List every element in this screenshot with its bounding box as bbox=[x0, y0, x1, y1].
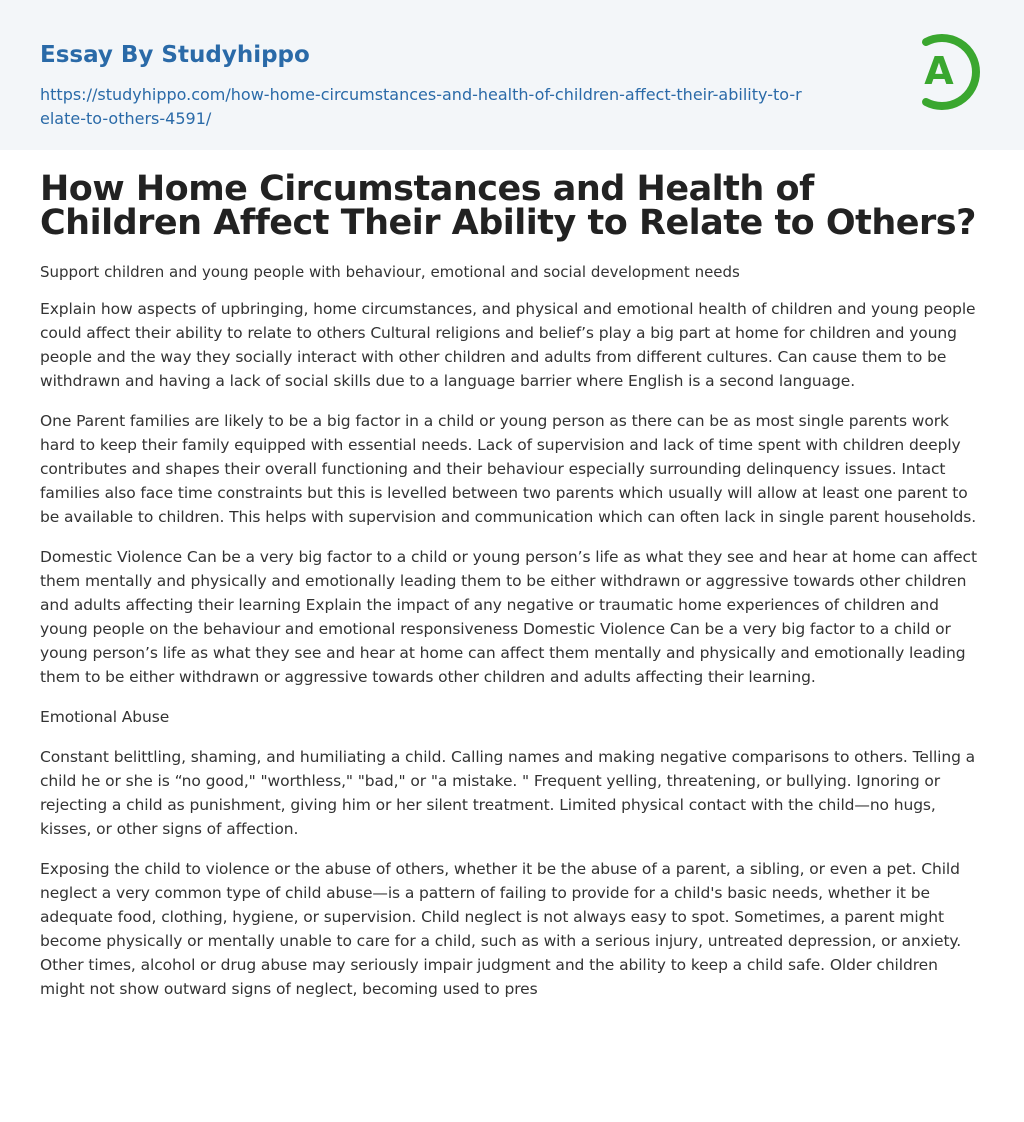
logo-letter: A bbox=[924, 49, 954, 93]
site-header bbox=[0, 0, 1024, 150]
section-heading: Emotional Abuse bbox=[40, 708, 170, 726]
site-brand[interactable]: Essay By Studyhippo bbox=[40, 42, 310, 68]
paragraph: Exposing the child to violence or the abuse of others, whether it be the abuse of a parent, a sibling, or even a pet. Child neglect a very common type of child abuse—is a pattern of failing to provide for a child's basic needs, whether it be adequate food, clothing, hygiene, or supervision. Child neglect is not always easy to spot. Sometimes, a parent might become physically or mentally unable to care for a child, such as with a serious injury, untreated depression, or anxiety. Other times, alcohol or drug abuse may seriously impair judgment and the ability to keep a child safe. Older children might not show outward signs of neglect, becoming used to pres bbox=[40, 860, 962, 998]
paragraph: Constant belittling, shaming, and humiliating a child. Calling names and making negative comparisons to others. Telling a child he or she is “no good," "worthless," "bad," or "a mistake. " Frequent yelling, threatening, or bullying. Ignoring or rejecting a child as punishment, giving him or her silent treatment. Limited physical contact with the child—no hugs, kisses, or other signs of affection. bbox=[40, 748, 976, 838]
source-url-link[interactable]: https://studyhippo.com/how-home-circumstances-and-health-of-children-affect-their-ability-to-relate-to-others-4591/ bbox=[40, 85, 802, 128]
paragraph: One Parent families are likely to be a big factor in a child or young person as there can be as most single parents work hard to keep their family equipped with essential needs. Lack of supervision and lack of time spent with children deeply contributes and shapes their overall functioning and their behaviour especially surrounding delinquency issues. Intact families also face time constraints but this is levelled between two parents which usually will allow at least one parent to be available to children. This helps with supervision and communication which can often lack in single parent households. bbox=[40, 412, 977, 526]
paragraph: Domestic Violence Can be a very big factor to a child or young person’s life as what they see and hear at home can affect them mentally and physically and emotionally leading them to be either withdrawn or aggressive towards other children and adults affecting their learning Explain the impact of any negative or traumatic home experiences of children and young people on the behaviour and emotional responsiveness Domestic Violence Can be a very big factor to a child or young person’s life as what they see and hear at home can affect them mentally and physically and emotionally leading them to be either withdrawn or aggressive towards other children and adults affecting their learning. bbox=[40, 548, 977, 686]
paragraph: Explain how aspects of upbringing, home circumstances, and physical and emotional health of children and young people could affect their ability to relate to others Cultural religions and belief’s play a big part at home for children and young people and the way they socially interact with other children and adults from different cultures. Can cause them to be withdrawn and having a lack of social skills due to a language barrier where English is a second language. bbox=[40, 300, 976, 390]
article-body bbox=[0, 150, 1024, 1001]
studyhippo-logo-icon[interactable] bbox=[912, 30, 984, 114]
article-subtitle: Support children and young people with behaviour, emotional and social development needs bbox=[40, 263, 740, 281]
page-title: How Home Circumstances and Health of Children Affect Their Ability to Relate to Others? bbox=[40, 169, 976, 243]
